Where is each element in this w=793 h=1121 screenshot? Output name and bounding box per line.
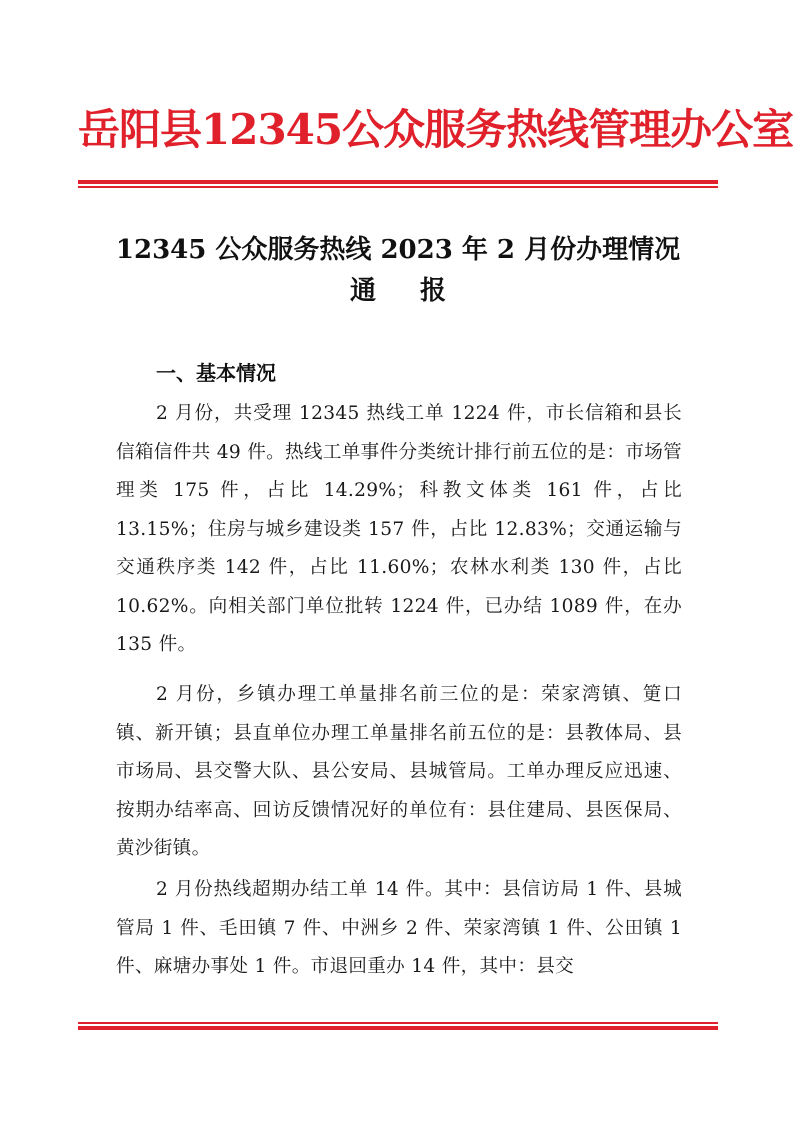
section-heading-basic-situation: 一、基本情况 bbox=[156, 361, 276, 385]
masthead-title: 岳阳县12345公众服务热线管理办公室 bbox=[78, 105, 793, 154]
paragraph-statistics: 2 月份，共受理 12345 热线工单 1224 件，市长信箱和县长信箱信件共 49 件。热线工单事件分类统计排行前五位的是：市场管理类 175 件，占比 14.29%；科教文体类 161 件，占比 13.15%；住房与城乡建设类 157 件，占比 12.83%；交通运输与交通秩序类 142 件，占比 11.60%；农林水利类 130 件，占比 10.62%。向相关部门单位批转 1224 件，已办结 1089 件，在办 135 件。 bbox=[116, 403, 682, 655]
paragraph-overdue: 2 月份热线超期办结工单 14 件。其中：县信访局 1 件、县城管局 1 件、毛田镇 7 件、中洲乡 2 件、荣家湾镇 1 件、公田镇 1 件、麻塘办事处 1 件。市退回重办 14 件，其中：县交 bbox=[116, 879, 682, 977]
paragraph-rankings: 2 月份，乡镇办理工单量排名前三位的是：荣家湾镇、筻口镇、新开镇；县直单位办理工单量排名前五位的是：县教体局、县市场局、县交警大队、县公安局、县城管局。工单办理反应迅速、按期办结率高、回访反馈情况好的单位有：县住建局、县医保局、黄沙街镇。 bbox=[116, 684, 682, 859]
document-title-line1: 12345 公众服务热线 2023 年 2 月份办理情况 bbox=[115, 235, 681, 265]
divider-thick-line bbox=[78, 1026, 718, 1030]
masthead-divider bbox=[78, 180, 718, 188]
divider-thin-line bbox=[78, 186, 718, 188]
footer-divider bbox=[78, 1022, 718, 1030]
document-title-line2: 通报 bbox=[349, 276, 490, 306]
